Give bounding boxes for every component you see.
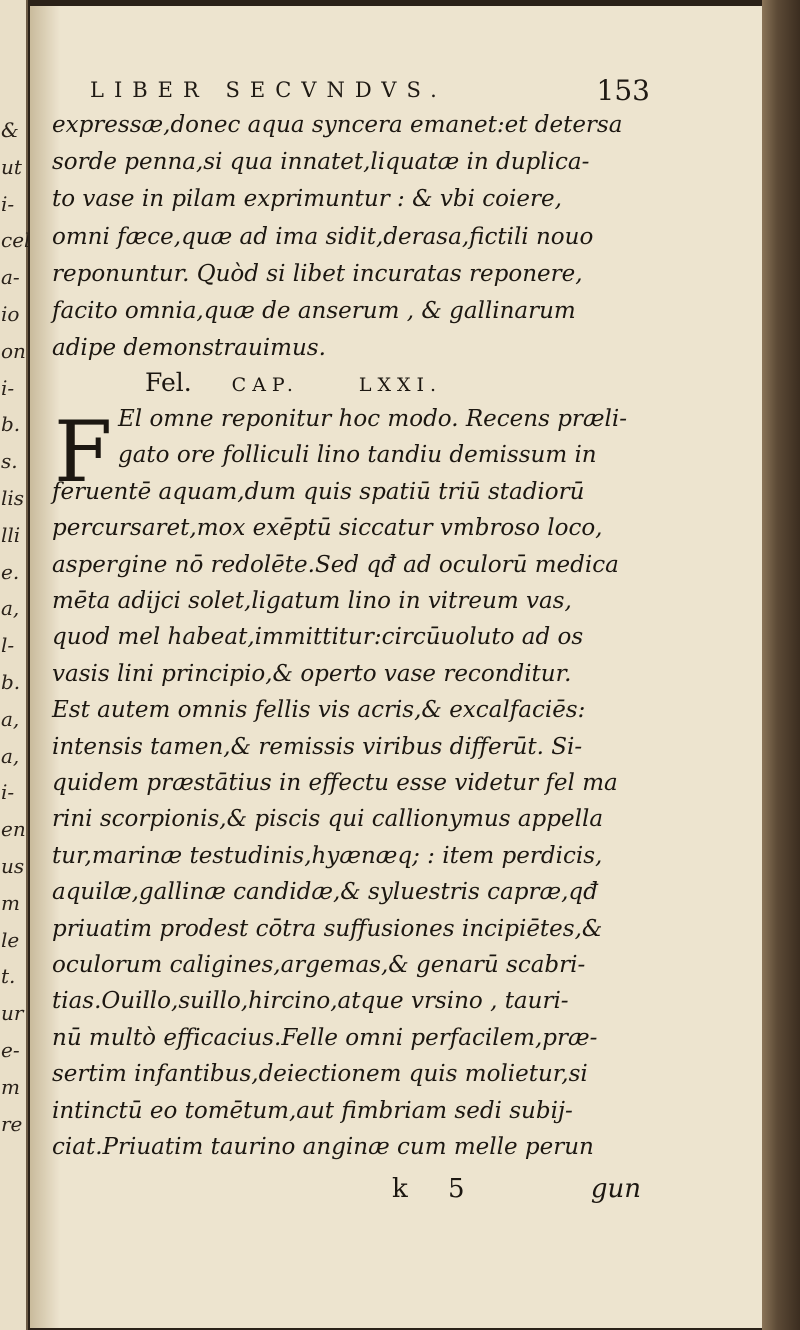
text-line: intinctū eo tomētum,aut fimbriam sedi subij-: [52, 1097, 573, 1124]
signature-mark: k: [392, 1174, 408, 1204]
text-line: sertim infantibus,deiectionem quis molietur,si: [52, 1061, 588, 1088]
drop-cap-initial: F: [54, 403, 113, 501]
chapter-number: LXXI.: [358, 374, 443, 396]
left-page-fragment: on: [1, 338, 26, 363]
left-page-fragment: le: [1, 927, 20, 952]
page-footer: [392, 1174, 641, 1204]
page-header: [90, 70, 650, 116]
text-line: to vase in pilam exprimuntur : & vbi coiere,: [52, 186, 562, 213]
left-page-fragment: m: [1, 1074, 20, 1099]
text-line: tias.Ouillo,suillo,hircino,atque vrsino , tauri-: [52, 988, 569, 1015]
text-line: mēta adijci solet,ligatum lino in vitreum vas,: [52, 588, 572, 614]
catchword: gun: [590, 1174, 641, 1204]
left-page-fragment: lis: [1, 486, 25, 510]
text-line: quod mel habeat,immittitur:circūuoluto ad os: [52, 624, 584, 651]
left-page-fragment: e.: [1, 559, 20, 584]
text-line: El omne reponitur hoc modo. Recens præli-: [118, 406, 628, 432]
left-page-fragment: e-: [1, 1038, 20, 1062]
left-page-fragment: i-: [1, 191, 15, 216]
text-line: expressæ,donec aqua syncera emanet:et detersa: [52, 112, 623, 138]
running-head: LIBER SECVNDVS.: [90, 78, 447, 102]
chapter-cap-label: CAP.: [231, 374, 299, 396]
left-page-fragment: re: [1, 1111, 23, 1136]
text-line: ciat.Priuatim taurino anginæ cum melle perun: [52, 1134, 594, 1160]
folio-number: 153: [596, 74, 650, 107]
text-line: facito omnia,quæ de anserum , & gallinarum: [52, 298, 576, 324]
left-page-fragment: t.: [1, 964, 16, 989]
left-page-fragment: a,: [1, 743, 20, 768]
text-line: rini scorpionis,& piscis qui callionymus appella: [52, 806, 604, 833]
text-line: adipe demonstrauimus.: [52, 335, 326, 362]
chapter-heading: [145, 368, 442, 397]
left-page-fragment: i-: [1, 780, 15, 805]
left-page-fragment: l-: [1, 633, 15, 658]
text-line: Est autem omnis fellis vis acris,& excalfaciēs:: [52, 697, 586, 724]
left-page-fragment: s.: [1, 449, 18, 474]
left-page-fragment: b.: [1, 670, 21, 694]
signature-number: 5: [448, 1174, 465, 1204]
text-line: priuatim prodest cōtra suffusiones incipiētes,&: [52, 915, 603, 942]
left-page-fragment: a,: [1, 596, 20, 621]
left-page-fragment: en: [1, 817, 26, 842]
text-line: nū multò efficacius.Felle omni perfacilem,præ-: [52, 1024, 598, 1051]
left-page-edge: [0, 0, 31, 1330]
text-line: oculorum caligines,argemas,& genarū scabri-: [52, 952, 586, 978]
left-page-fragment: ut: [1, 154, 22, 179]
text-line: reponuntur. Quòd si libet incuratas reponere,: [52, 260, 583, 287]
text-line: aquilæ,gallinæ candidæ,& syluestris capræ,qđ: [52, 879, 598, 906]
left-page-fragment: cel: [1, 228, 31, 253]
left-page-fragment: ur: [1, 1001, 24, 1026]
left-page-fragment: b.: [1, 412, 21, 437]
text-line: aspergine nō redolēte.Sed qđ ad oculorū medica: [52, 551, 619, 578]
left-page-fragment: a-: [1, 265, 20, 290]
left-page-fragment: lli: [1, 522, 21, 547]
left-page-fragment: &: [1, 118, 19, 142]
book-edge: [762, 0, 800, 1330]
left-page-fragment: us: [1, 854, 25, 878]
text-line: gato ore folliculi lino tandiu demissum in: [118, 442, 597, 469]
text-line: tur,marinæ testudinis,hyænæq; : item perdicis,: [52, 842, 603, 869]
chapter-title: Fel.: [145, 368, 192, 397]
text-line: feruentē aquam,dum quis spatiū triū stadiorū: [52, 478, 585, 505]
text-line: quidem præstātius in effectu esse videtur fel ma: [52, 770, 618, 796]
text-line: sorde penna,si qua innatet,liquatæ in duplica-: [52, 149, 590, 176]
left-page-fragment: m: [1, 890, 20, 915]
left-page-fragment: a,: [1, 706, 20, 731]
left-page-fragment: i-: [1, 375, 15, 400]
left-page-fragment: io: [1, 302, 20, 326]
text-line: vasis lini principio,& operto vase reconditur.: [52, 660, 572, 687]
text-line: percursaret,mox exēptū siccatur vmbroso loco,: [52, 515, 603, 542]
text-line: intensis tamen,& remissis viribus differūt. Si-: [52, 733, 583, 760]
text-line: omni fæce,quæ ad ima sidit,derasa,fictili nouo: [52, 223, 594, 250]
